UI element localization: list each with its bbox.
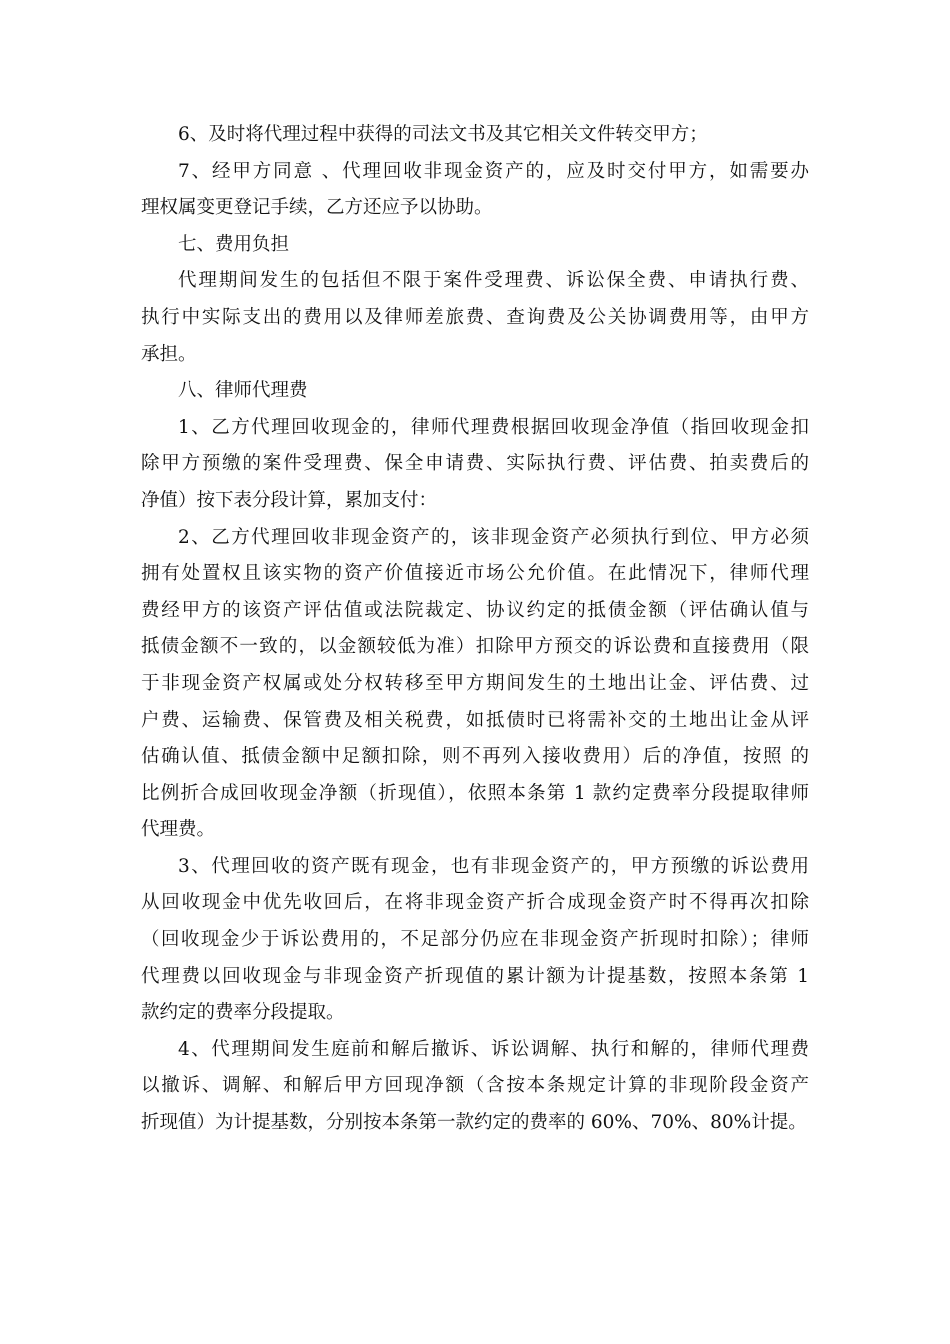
paragraph-item-6 [141,117,809,154]
text-line: 费经甲方的该资产评估值或法院裁定、协议约定的抵债金额（评估确认值与 [141,599,809,621]
text-line: 除甲方预缴的案件受理费、保全申请费、实际执行费、评估费、拍卖费后的 [141,453,809,475]
paragraph-fee-1 [141,410,809,520]
paragraph-fee-2 [141,520,809,849]
section-heading-7 [141,227,809,264]
paragraph-fee-3 [141,849,809,1032]
section-heading-8 [141,373,809,410]
text-line: 净值）按下表分段计算，累加支付： [141,489,438,511]
text-line: 6、及时将代理过程中获得的司法文书及其它相关文件转交甲方； [178,124,708,145]
text-line: 款约定的费率分段提取。 [141,1002,345,1024]
text-line: 估确认值、抵债金额中足额扣除，则不再列入接收费用）后的净值，按照 的 [141,746,809,768]
text-line: （回收现金少于诉讼费用的，不足部分仍应在非现金资产折现时扣除）；律师 [141,929,809,951]
text-line: 户费、运输费、保管费及相关税费，如抵债时已将需补交的土地出让金从评 [141,709,809,731]
text-line: 理权属变更登记手续，乙方还应予以协助。 [141,197,493,219]
text-line: 拥有处置权且该实物的资产价值接近市场公允价值。在此情况下，律师代理 [141,563,809,585]
text-line: 代理费。 [141,819,216,841]
text-line: 抵债金额不一致的，以金额较低为准）扣除甲方预交的诉讼费和直接费用（限 [141,636,809,658]
text-line: 七、费用负担 [178,233,290,255]
text-line: 3、代理回收的资产既有现金，也有非现金资产的，甲方预缴的诉讼费用 [178,855,809,877]
text-line: 4、代理期间发生庭前和解后撤诉、诉讼调解、执行和解的，律师代理费 [178,1038,809,1060]
paragraph-expense [141,263,809,373]
text-line: 1、乙方代理回收现金的，律师代理费根据回收现金净值（指回收现金扣 [178,416,809,438]
text-line: 承担。 [141,343,197,365]
paragraph-item-7 [141,154,809,227]
paragraph-fee-4 [141,1032,809,1142]
text-line: 代理期间发生的包括但不限于案件受理费、诉讼保全费、申请执行费、 [178,270,809,292]
document-body [141,117,809,1142]
text-line: 代理费以回收现金与非现金资产折现值的累计额为计提基数，按照本条第 1 [141,965,809,987]
text-line: 折现值）为计提基数，分别按本条第一款约定的费率的 60%、70%、80%计提。 [141,1112,807,1134]
text-line: 八、律师代理费 [178,380,308,402]
text-line: 2、乙方代理回收非现金资产的，该非现金资产必须执行到位、甲方必须 [178,526,809,548]
text-line: 执行中实际支出的费用以及律师差旅费、查询费及公关协调费用等，由甲方 [141,306,809,328]
text-line: 比例折合成回收现金净额（折现值），依照本条第 1 款约定费率分段提取律师 [141,782,809,804]
text-line: 从回收现金中优先收回后，在将非现金资产折合成现金资产时不得再次扣除 [141,892,809,914]
text-line: 于非现金资产权属或处分权转移至甲方期间发生的土地出让金、评估费、过 [141,672,809,694]
text-line: 以撤诉、调解、和解后甲方回现净额（含按本条规定计算的非现阶段金资产 [141,1075,809,1097]
text-line: 7、经甲方同意 、代理回收非现金资产的，应及时交付甲方，如需要办 [178,160,809,182]
